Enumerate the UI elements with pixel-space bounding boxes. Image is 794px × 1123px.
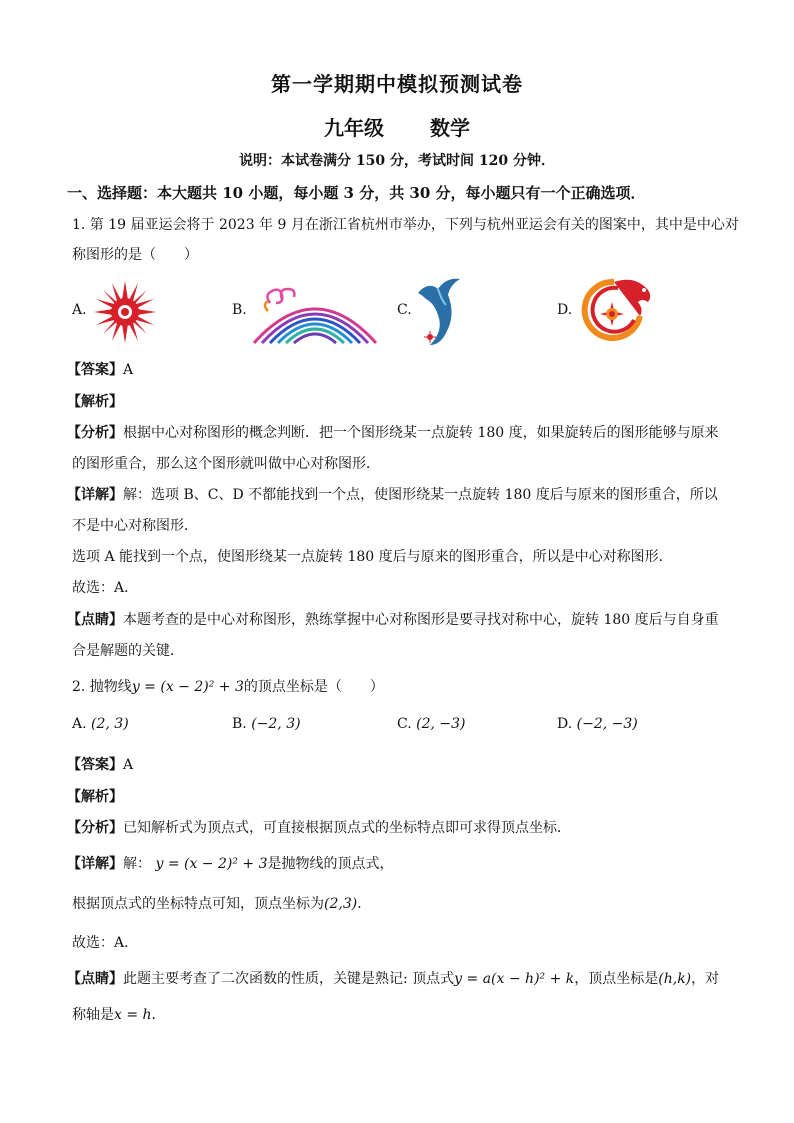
vertex-suffix: ．	[357, 896, 372, 912]
q2-analysis-tag: 【解析】	[67, 789, 123, 805]
sun-emblem-icon	[93, 280, 157, 344]
fenxi-tag: 【分析】	[67, 820, 123, 836]
q1-guxuan: 故选：A．	[72, 580, 139, 596]
q2-dianjing-line1	[67, 968, 719, 988]
dianjing-suffix: ，对	[691, 971, 720, 987]
q2-option-c-value: (2, −3)	[416, 716, 466, 732]
xiangjie-tag: 【详解】	[67, 856, 123, 872]
section-heading: 一、选择题：本大题共 10 小题，每小题 3 分，共 30 分，每小题只有一个正确选项．	[67, 184, 646, 202]
grade-label: 九年级	[324, 116, 384, 140]
q1-stem-line1: 1. 第 19 届亚运会将于 2023 年 9 月在浙江省杭州市举办，下列与杭州亚运会有关的图案中，其中是中心对	[72, 217, 739, 233]
q1-fenxi-line1	[67, 422, 719, 442]
xiangjie-formula: y = (x − 2)² + 3	[155, 856, 268, 872]
q2-option-a-label: A.	[72, 716, 87, 732]
dianjing-text: 本题考查的是中心对称图形，熟练掌握中心对称图形是要寻找对称中心，旋转 180 度后与自身重	[123, 612, 719, 628]
fenxi-tag: 【分析】	[67, 425, 123, 441]
q1-option-b-label: B.	[232, 302, 247, 318]
dragon-ring-emblem-icon	[578, 276, 656, 346]
answer-tag: 【答案】	[67, 362, 123, 378]
q2-option-c-label: C.	[397, 716, 412, 732]
vertex-prefix: 根据顶点式的坐标特点可知，顶点坐标为	[72, 896, 324, 912]
q2-xiangjie	[67, 853, 394, 873]
fenxi-text: 根据中心对称图形的概念判断．把一个图形绕某一点旋转 180 度，如果旋转后的图形能够与原来	[123, 425, 719, 441]
q1-dianjing-line2: 合是解题的关键．	[72, 643, 184, 659]
q2-dianjing-line2	[72, 1004, 166, 1024]
answer-tag: 【答案】	[67, 757, 123, 773]
q1-dianjing-line1	[67, 609, 719, 629]
q1-analysis-tag: 【解析】	[67, 394, 123, 410]
q2-option-a-value: (2, 3)	[91, 716, 129, 732]
q2-option-b-value: (−2, 3)	[251, 716, 301, 732]
q2-option-c	[397, 716, 466, 732]
q2-stem-prefix: 2. 抛物线	[72, 679, 132, 695]
axis-formula: x = h	[114, 1007, 152, 1023]
exam-note: 说明：本试卷满分 150 分，考试时间 120 分钟．	[239, 153, 555, 169]
q2-option-b	[232, 716, 301, 732]
answer-value: A	[123, 757, 134, 773]
answer-value: A	[123, 362, 134, 378]
q2-stem-suffix: 的顶点坐标是（ ）	[243, 679, 384, 695]
xiangjie-suffix: 是抛物线的顶点式，	[267, 856, 394, 872]
q1-option-c-label: C.	[397, 302, 412, 318]
q2-fenxi	[67, 817, 571, 837]
dianjing-formula: y = a(x − h)² + k	[454, 971, 575, 987]
q1-option-d-label: D.	[557, 302, 573, 318]
dianjing-value: (h,k)	[658, 971, 692, 987]
q2-option-d-label: D.	[557, 716, 573, 732]
exam-title: 第一学期期中模拟预测试卷	[271, 72, 523, 96]
subject-label: 数学	[430, 116, 470, 140]
q1-xiangjie-line2: 不是中心对称图形．	[72, 518, 198, 534]
fish-tail-emblem-icon	[416, 275, 466, 347]
q2-option-a	[72, 716, 129, 732]
axis-suffix: ．	[151, 1007, 166, 1023]
dianjing-tag: 【点睛】	[67, 612, 123, 628]
xiangjie-tag: 【详解】	[67, 487, 123, 503]
q1-option-a-label: A.	[72, 302, 87, 318]
grade-subject	[0, 112, 794, 141]
q2-stem	[72, 676, 384, 696]
q1-fenxi-line2: 的图形重合，那么这个图形就叫做中心对称图形．	[72, 456, 380, 472]
q2-stem-formula: y = (x − 2)² + 3	[131, 679, 244, 695]
dianjing-tag: 【点睛】	[67, 971, 123, 987]
q2-option-b-label: B.	[232, 716, 247, 732]
dianjing-mid: ，顶点坐标是	[574, 971, 659, 987]
q2-guxuan: 故选：A．	[72, 935, 139, 951]
q1-xiangjie-line3: 选项 A 能找到一个点，使图形绕某一点旋转 180 度后与原来的图形重合，所以是中心对称图形．	[72, 549, 673, 565]
q2-option-d-value: (−2, −3)	[576, 716, 638, 732]
arch-emblem-icon	[252, 283, 378, 345]
vertex-value: (2,3)	[324, 896, 358, 912]
xiangjie-prefix: 解：	[123, 856, 151, 872]
fenxi-text: 已知解析式为顶点式，可直接根据顶点式的坐标特点即可求得顶点坐标．	[123, 820, 571, 836]
q1-stem-line2: 称图形的是（ ）	[72, 247, 198, 263]
xiangjie-text: 解：选项 B、C、D 不都能找到一个点，使图形绕某一点旋转 180 度后与原来的图形重合，所以	[123, 487, 718, 503]
q1-xiangjie-line1	[67, 484, 718, 504]
q2-vertex-line	[72, 893, 371, 913]
q2-option-d	[557, 716, 638, 732]
q2-answer	[67, 754, 133, 774]
axis-prefix: 称轴是	[72, 1007, 114, 1023]
q1-answer	[67, 359, 133, 379]
dianjing-prefix: 此题主要考查了二次函数的性质，关键是熟记: 顶点式	[123, 971, 455, 987]
